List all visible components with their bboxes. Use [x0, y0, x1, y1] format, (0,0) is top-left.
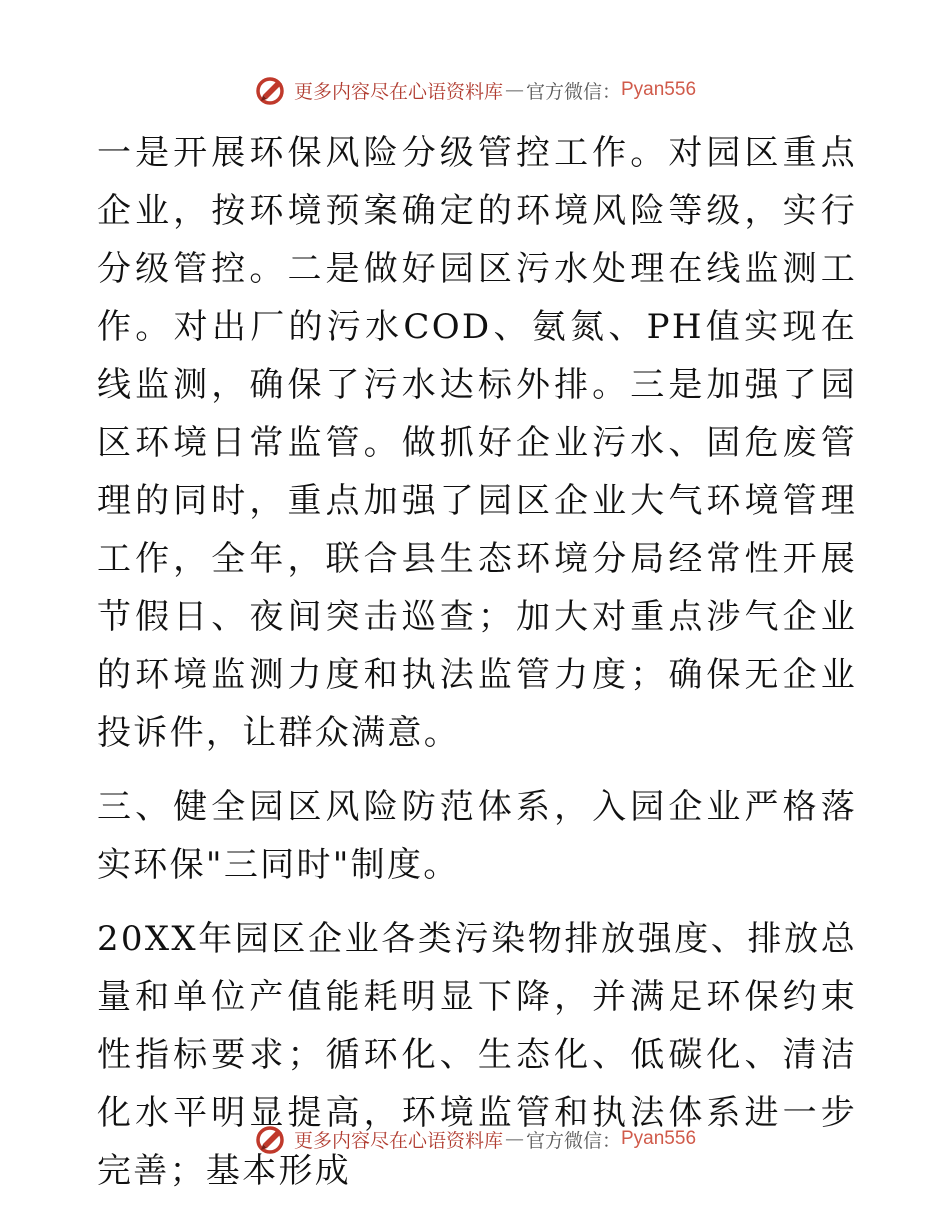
- pen-logo-icon: [254, 1122, 288, 1156]
- banner-separator: —: [504, 1128, 524, 1150]
- banner-separator: —: [504, 79, 524, 101]
- banner-wechat-label: 官方微信：: [525, 1129, 621, 1152]
- header-banner: [0, 70, 950, 110]
- paragraph-2: 三、健全园区风险防范体系，入园企业严格落实环保"三同时"制度。: [97, 787, 857, 885]
- footer-banner: [0, 1119, 950, 1159]
- document-body: [97, 124, 857, 1200]
- paragraph-1: 一是开展环保风险分级管控工作。对园区重点企业，按环境预案确定的环境风险等级，实行分级管控。二是做好园区污水处理在线监测工作。对出厂的污水COD、氨氮、PH值实现在线监测，确保了污水达标外排。三是加强了园区环境日常监管。做抓好企业污水、固危废管理的同时，重点加强了园区企业大气环境管理工作，全年，联合县生态环境分局经常性开展节假日、夜间突击巡查；加大对重点涉气企业的环境监测力度和执法监管力度；确保无企业投诉件，让群众满意。: [97, 133, 857, 753]
- banner-wechat-label: 官方微信：: [525, 80, 621, 103]
- paragraph-3: 20XX年园区企业各类污染物排放强度、排放总量和单位产值能耗明显下降，并满足环保约束性指标要求；循环化、生态化、低碳化、清洁化水平明显提高，环境监管和执法体系进一步完善；基本形成: [97, 919, 857, 1191]
- pen-logo-icon: [254, 73, 288, 107]
- banner-slogan: 更多内容尽在心语资料库: [293, 1129, 503, 1152]
- banner-wechat-id: Pyan556: [621, 1128, 697, 1149]
- banner-slogan: 更多内容尽在心语资料库: [293, 80, 503, 103]
- banner-wechat-id: Pyan556: [621, 79, 697, 100]
